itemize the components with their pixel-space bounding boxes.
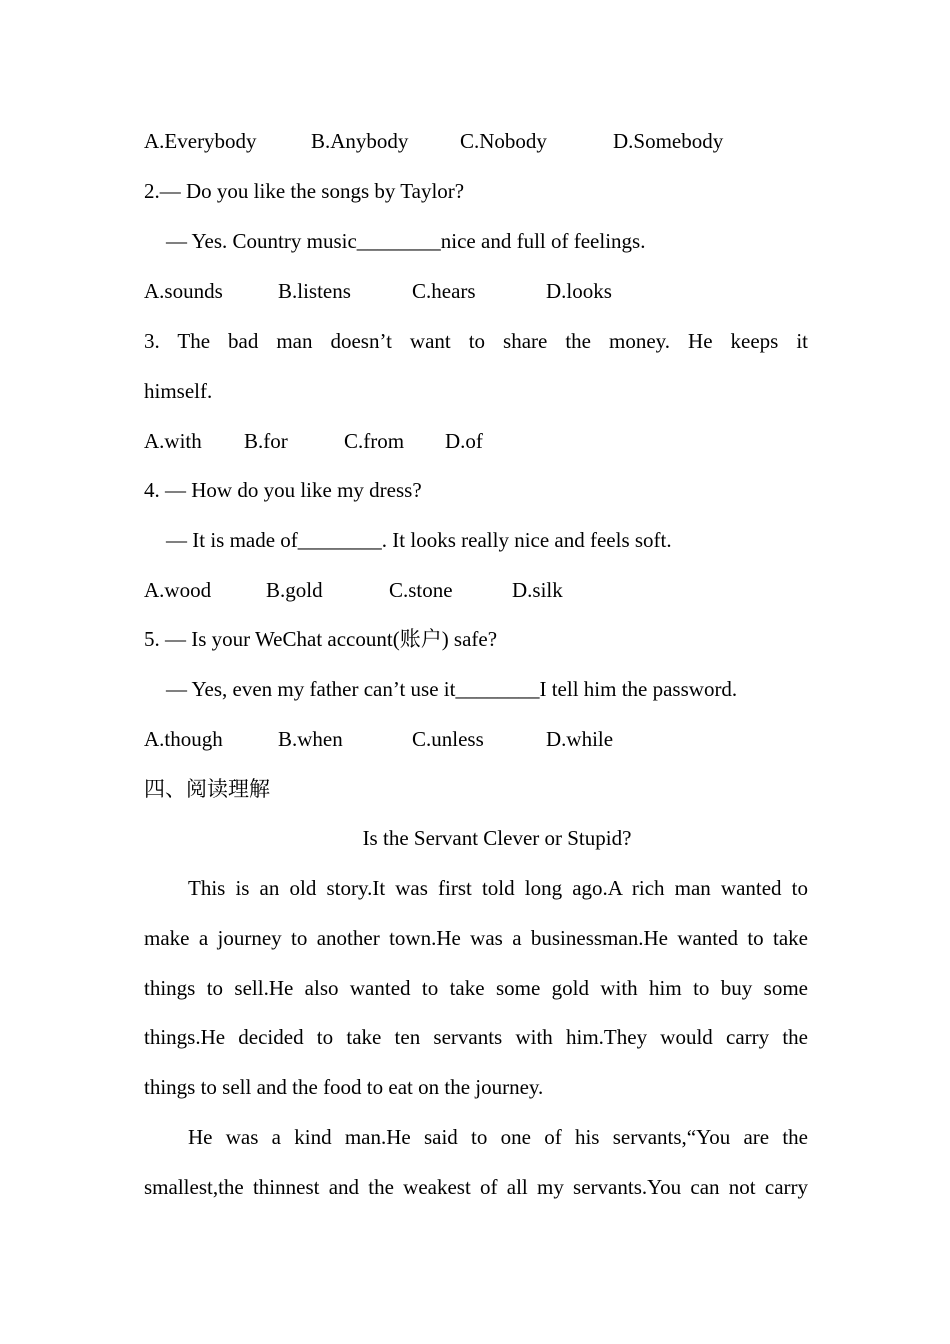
q5-option-c: C.unless [412,727,484,751]
p2-line-2: smallest,the thinnest and the weakest of all my servants.You can not carry [144,1175,808,1199]
q1-option-d: D.Somebody [613,129,724,153]
q2-option-a: A.sounds [144,279,223,303]
q4-option-d: D.silk [512,578,563,602]
q5-option-b: B.when [278,727,343,751]
q4-question: 4. — How do you like my dress? [144,478,422,502]
p1-line-5: things to sell and the food to eat on the journey. [144,1075,544,1099]
q2-question: 2.— Do you like the songs by Taylor? [144,179,465,203]
q3-question-line2: himself. [144,379,213,403]
q3-option-d: D.of [445,429,483,453]
q5-option-d: D.while [546,727,614,751]
q4-answer: — It is made of________. It looks really nice and feels soft. [166,528,672,552]
p1-line-1: This is an old story.It was first told long ago.A rich man wanted to [188,876,808,900]
q2-option-d: D.looks [546,279,612,303]
q1-option-a: A.Everybody [144,129,257,153]
q2-option-c: C.hears [412,279,476,303]
q4-option-b: B.gold [266,578,323,602]
q4-option-a: A.wood [144,578,212,602]
section-heading: 四、阅读理解 [144,777,270,801]
q1-option-c: C.Nobody [460,129,547,153]
q3-option-c: C.from [344,429,405,453]
q4-option-c: C.stone [389,578,453,602]
passage-title: Is the Servant Clever or Stupid? [362,826,632,850]
p2-line-1: He was a kind man.He said to one of his servants,“You are the [188,1125,808,1149]
q5-option-a: A.though [144,727,223,751]
q3-option-a: A.with [144,429,202,453]
q5-question: 5. — Is your WeChat account(账户) safe? [144,627,498,651]
q3-option-b: B.for [244,429,288,453]
p1-line-2: make a journey to another town.He was a businessman.He wanted to take [144,926,808,950]
q1-option-b: B.Anybody [311,129,409,153]
q5-answer: — Yes, even my father can’t use it________I tell him the password. [166,677,738,701]
q3-question-line1: 3. The bad man doesn’t want to share the money. He keeps it [144,329,808,353]
q2-answer: — Yes. Country music________nice and full of feelings. [166,229,646,253]
p1-line-3: things to sell.He also wanted to take some gold with him to buy some [144,976,808,1000]
p1-line-4: things.He decided to take ten servants with him.They would carry the [144,1025,808,1049]
q2-option-b: B.listens [278,279,351,303]
